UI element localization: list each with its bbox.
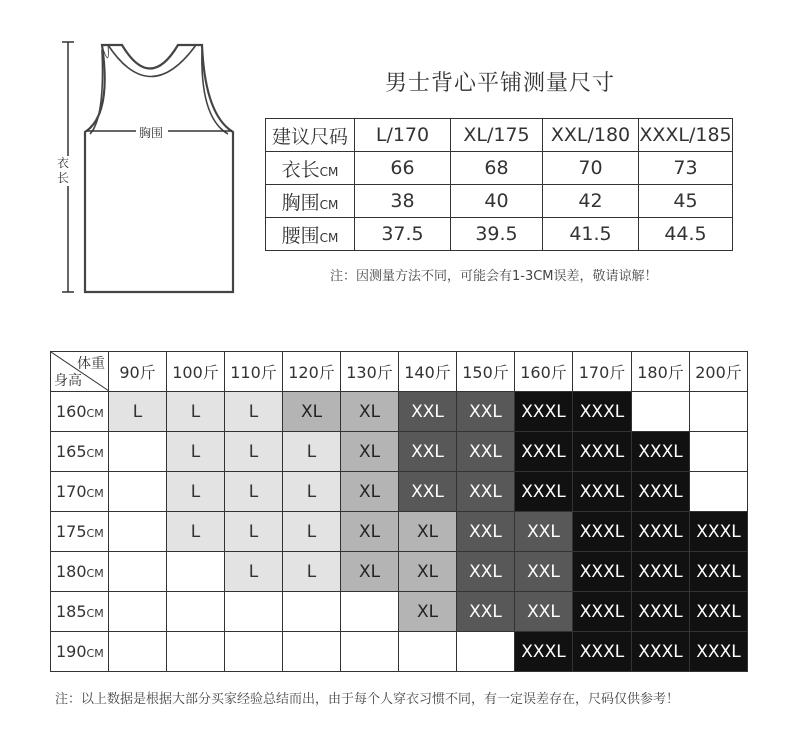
weight-column-header: 140斤 [399,352,457,392]
size-cell: XXXL [632,592,690,632]
measurement-row-label: 胸围CM [266,185,355,218]
size-cell: XL [399,552,457,592]
height-row-header [51,472,109,512]
height-unit: CM [86,447,104,460]
size-cell: L [225,392,283,432]
size-cell: XL [341,552,399,592]
size-cell: XL [399,512,457,552]
height-value: 190 [56,642,87,661]
size-cell: XXL [515,552,573,592]
size-cell: XXL [399,392,457,432]
measurement-cell: 40 [451,185,543,218]
size-cell: XL [399,592,457,632]
size-cell: XXL [457,512,515,552]
size-cell [457,632,515,672]
measurement-row-label: 腰围CM [266,218,355,251]
weight-column-header: 160斤 [515,352,573,392]
weight-column-header: 180斤 [632,352,690,392]
height-unit: CM [86,487,104,500]
height-unit: CM [86,527,104,540]
measurement-cell: 73 [639,152,733,185]
measurement-cell: 42 [543,185,639,218]
size-cell: XXXL [632,632,690,672]
measurement-cell: 37.5 [355,218,451,251]
size-cell: L [283,432,341,472]
height-value: 170 [56,482,87,501]
size-cell: XXL [457,392,515,432]
grid-row [51,592,748,632]
measurement-row [266,185,733,218]
size-recommendation-grid [50,351,748,672]
size-cell: L [225,472,283,512]
length-label: 衣长 [57,156,70,185]
grid-row [51,392,748,432]
size-cell: XL [341,512,399,552]
grid-row [51,512,748,552]
size-cell: XXXL [632,512,690,552]
height-row-header [51,552,109,592]
measurement-header-row [266,119,733,152]
grid-note: 注：以上数据是根据大部分买家经验总结而出，由于每个人穿衣习惯不同，有一定误差存在，尺码仅供参考！ [55,692,680,707]
weight-column-header: 150斤 [457,352,515,392]
size-cell [690,392,748,432]
height-value: 185 [56,602,87,621]
size-cell [109,432,167,472]
tank-top-illustration [50,30,250,305]
grid-row [51,472,748,512]
size-cell: XXXL [573,392,632,432]
size-cell: XXXL [573,552,632,592]
size-cell [632,392,690,432]
measurement-cell: 41.5 [543,218,639,251]
height-unit: CM [86,567,104,580]
size-cell: L [167,392,225,432]
measurement-col-header: XXXL/185 [639,119,733,152]
weight-column-header: 110斤 [225,352,283,392]
chest-label: 胸围 [139,126,164,140]
measurement-note: 注：因测量方法不同，可能会有1-3CM误差，敬请谅解！ [330,269,658,284]
size-cell: L [283,512,341,552]
grid-row [51,432,748,472]
weight-column-header: 130斤 [341,352,399,392]
size-cell [283,592,341,632]
height-row-header [51,432,109,472]
size-cell [341,632,399,672]
size-cell: XXXL [515,392,573,432]
size-cell: XXXL [573,592,632,632]
size-cell: XXL [457,592,515,632]
measurement-cell: 70 [543,152,639,185]
size-cell [167,552,225,592]
weight-axis-label: 体重 [77,356,105,372]
weight-column-header: 100斤 [167,352,225,392]
size-cell: XL [283,392,341,432]
grid-row [51,632,748,672]
measurement-cell: 68 [451,152,543,185]
grid-header-row [51,352,748,392]
measurement-row-label: 衣长CM [266,152,355,185]
size-cell: XXXL [632,552,690,592]
size-cell: L [225,512,283,552]
height-unit: CM [86,607,104,620]
size-cell: XXL [515,512,573,552]
size-cell [341,592,399,632]
size-cell [167,592,225,632]
size-cell: XXXL [573,432,632,472]
size-cell [109,512,167,552]
size-cell: L [167,512,225,552]
measurement-col-header: XXL/180 [543,119,639,152]
size-cell [109,552,167,592]
grid-row [51,552,748,592]
size-cell: XL [341,472,399,512]
size-cell: XXXL [690,592,748,632]
size-cell [690,432,748,472]
size-cell [690,472,748,512]
size-cell: XXXL [573,472,632,512]
measurement-col-header: XL/175 [451,119,543,152]
measurement-cell: 38 [355,185,451,218]
measurement-row [266,152,733,185]
weight-column-header: 90斤 [109,352,167,392]
size-cell: XXL [457,472,515,512]
size-cell: XXXL [515,632,573,672]
size-cell: XXXL [690,512,748,552]
size-cell: L [283,552,341,592]
size-cell [109,592,167,632]
measurement-table [265,118,733,251]
measurement-col-header: L/170 [355,119,451,152]
size-cell: XXXL [690,552,748,592]
measurement-cell: 45 [639,185,733,218]
weight-column-header: 170斤 [573,352,632,392]
size-cell [109,632,167,672]
size-cell: XXXL [690,632,748,672]
measurement-cell: 44.5 [639,218,733,251]
height-row-header [51,392,109,432]
size-cell: XXXL [573,512,632,552]
size-cell: L [225,552,283,592]
size-cell: XXL [399,472,457,512]
height-row-header [51,592,109,632]
height-row-header [51,632,109,672]
size-cell: L [283,472,341,512]
size-cell: XL [341,392,399,432]
size-cell: L [225,432,283,472]
size-cell: XXXL [573,632,632,672]
size-cell [399,632,457,672]
size-cell [225,592,283,632]
size-cell: XXL [515,592,573,632]
grid-corner-cell [51,352,109,392]
weight-column-header: 200斤 [690,352,748,392]
measurement-cell: 39.5 [451,218,543,251]
height-unit: CM [86,647,104,660]
size-cell [225,632,283,672]
height-value: 160 [56,402,87,421]
size-cell [167,632,225,672]
size-cell: XXXL [515,432,573,472]
measurement-header-label: 建议尺码 [266,119,355,152]
height-value: 180 [56,562,87,581]
height-axis-label: 身高 [54,373,82,389]
size-cell: XXL [457,552,515,592]
size-cell: XXL [399,432,457,472]
height-value: 165 [56,442,87,461]
size-cell [283,632,341,672]
size-cell: L [167,432,225,472]
measurement-row [266,218,733,251]
page-title: 男士背心平铺测量尺寸 [384,71,615,96]
size-cell [109,472,167,512]
height-row-header [51,512,109,552]
measurement-cell: 66 [355,152,451,185]
size-cell: XXL [457,432,515,472]
size-cell: L [167,472,225,512]
size-cell: L [109,392,167,432]
height-unit: CM [86,407,104,420]
size-cell: XXXL [515,472,573,512]
size-cell: XXXL [632,472,690,512]
size-cell: XL [341,432,399,472]
height-value: 175 [56,522,87,541]
weight-column-header: 120斤 [283,352,341,392]
size-cell: XXXL [632,432,690,472]
